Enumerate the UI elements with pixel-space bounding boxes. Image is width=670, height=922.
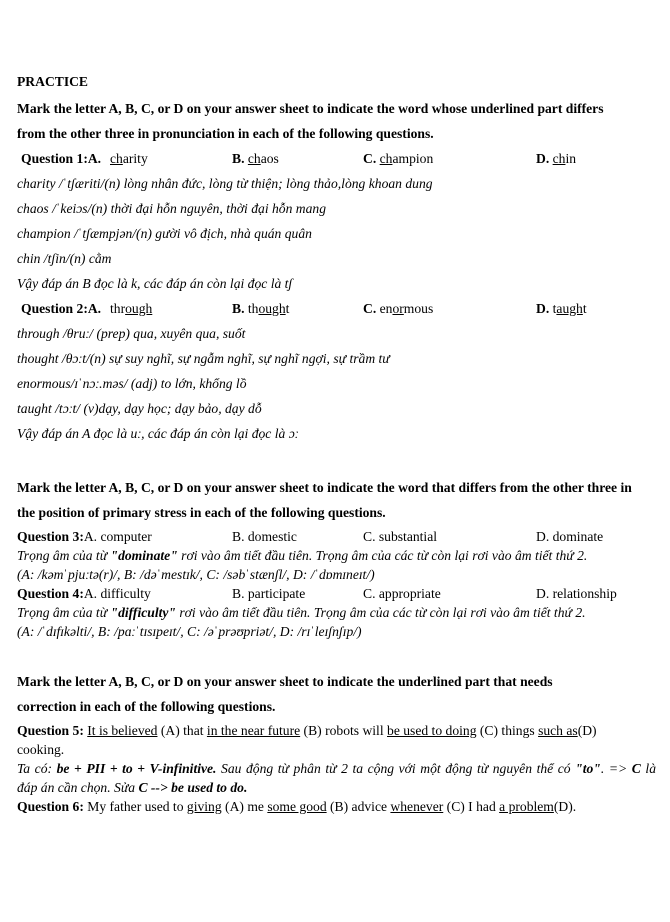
question-5: Question 5: It is believed (A) that in the near future (B) robots will be used to doing (C) things such as(D) [17,723,597,738]
q5-explanation-line2: đáp án cần chọn. Sửa C --> be used to do. [17,780,248,795]
q4-option-b: B. participate [232,586,306,601]
q1-option-b: B. chaos [232,151,279,166]
q1-note-chin: chin /tʃin/(n) cằm [17,251,112,266]
q2-label: Question 2: [21,301,88,316]
section1-instruction-line2: from the other three in pronunciation in each of the following questions. [17,126,434,141]
q5-part-c: be used to doing [387,723,477,738]
q1-option-c: C. champion [363,151,434,166]
q5-line2: cooking. [17,742,65,757]
q4-option-a: A. difficulty [83,586,151,601]
q2-option-d: D. taught [536,301,587,316]
q6-part-b: some good [267,799,327,814]
q4-option-d: D. relationship [536,586,617,601]
question-6: Question 6: My father used to giving (A) me some good (B) advice whenever (C) I had a problem(D). [17,799,577,814]
q2-note-enormous: enormous/ɪˈnɔː.məs/ (adj) to lớn, khổng lồ [17,376,247,391]
q4-explanation: Trọng âm của từ "difficulty" rơi vào âm tiết đầu tiên. Trọng âm của các từ còn lại rơi vào âm tiết thứ 2. [17,605,586,620]
q2-option-c: C. enormous [363,301,434,316]
q1-note-champion: champion /ˈtʃæmpjən/(n) gười vô địch, nhà quán quân [17,226,312,241]
section2-instruction-line2: the position of primary stress in each of the following questions. [17,505,386,520]
q5-part-a: It is believed [87,723,158,738]
q1-note-charity: charity /ˈtʃæriti/(n) lòng nhân đức, lòng từ thiện; lòng thảo,lòng khoan dung [17,176,433,191]
section3-instruction-line1: Mark the letter A, B, C, or D on your answer sheet to indicate the underlined part that needs [17,674,553,689]
q3-option-d: D. dominate [536,529,604,544]
q3-label: Question 3: [17,529,84,544]
q5-part-b: in the near future [206,723,301,738]
q2-answer-explanation: Vậy đáp án A đọc là uː, các đáp án còn lại đọc là ɔː [17,426,299,441]
section1-instruction-line1: Mark the letter A, B, C, or D on your answer sheet to indicate the word whose underlined part differs [17,101,604,116]
q2-option-b: B. thought [232,301,290,316]
q1-answer-explanation: Vậy đáp án B đọc là k, các đáp án còn lại đọc là tʃ [17,276,293,291]
q6-part-a: giving [186,799,222,814]
q2-note-thought: thought /θɔːt/(n) sự suy nghĩ, sự ngẫm nghĩ, sự nghĩ ngợi, sự trầm tư [17,351,390,366]
q4-label: Question 4: [17,586,84,601]
q1-option-d: D. chin [536,151,577,166]
q2-note-through: through /θruː/ (prep) qua, xuyên qua, suốt [17,326,246,341]
q4-ipa: (A: /ˈdɪfɪkəlti/, B: /pɑːˈtɪsɪpeɪt/, C: /əˈprəʊpriət/, D: /rɪˈleɪʃnʃɪp/) [17,624,362,639]
q3-option-b: B. domestic [232,529,297,544]
q5-explanation-line1: Ta có: be + PII + to + V-infinitive. Sau động từ phân từ 2 ta cộng với một động từ nguyên thể có "to". => C là [17,761,656,776]
q1-option-a: A. [87,151,102,166]
q6-part-c: whenever [390,799,444,814]
q3-ipa: (A: /kəmˈpjuːtə(r)/, B: /dəˈmestɪk/, C: /səbˈstænʃl/, D: /ˈdɒmɪneɪt/) [17,567,375,582]
q3-explanation: Trọng âm của từ "dominate" rơi vào âm tiết đầu tiên. Trọng âm của các từ còn lại rơi vào âm tiết thứ 2. [17,548,588,563]
q1-label: Question 1: [21,151,88,166]
document-page: PRACTICE Mark the letter A, B, C, or D on your answer sheet to indicate the word whose underlined part differs from the other three in pronunciation in each of the following questions. Question 1:A. charity B. chaos C. champion D. chin charity /ˈtʃæriti/(n) lòng nhân đức, lòng từ thiện; lòng thảo,lòng khoan dung chaos /ˈkeiɔs/(n) thời đại hỗn nguyên, thời đại hỗn mang champion /ˈtʃæmpjən/(n) gười vô địch, nhà quán quân chin /tʃin/(n) cằm Vậy đáp án B đọc là k, các đáp án còn lại đọc là tʃ Question 2:A. through B. thought C. enormous D. taught through /θruː/ (prep) qua, xuyên qua, suốt thought /θɔːt/(n) sự suy nghĩ, sự ngẫm nghĩ, sự nghĩ ngợi, sự trầm tư enormous/ɪˈnɔː.məs/ (adj) to lớn, khổng lồ taught /tɔːt/ (v)dạy, dạy học; dạy bảo, dạy dỗ Vậy đáp án A đọc là uː, các đáp án còn lại đọc là ɔː Mark the letter A, B, C, or D on your answer sheet to indicate the word that differs from the other three in the position of primary stress in each of the following questions. Question 3:A. computer B. domestic C. substantial D. dominate Trọng âm của từ "dominate" rơi vào âm tiết đầu tiên. Trọng âm của các từ còn lại rơi vào âm tiết thứ 2. (A: /kəmˈpjuːtə(r)/, B: /dəˈmestɪk/, C: /səbˈstænʃl/, D: /ˈdɒmɪneɪt/) Question 4:A. difficulty B. participate C. appropriate D. relationship Trọng âm của từ "difficulty" rơi vào âm tiết đầu tiên. Trọng âm của các từ còn lại rơi vào âm tiết thứ 2. (A: /ˈdɪfɪkəlti/, B: /pɑːˈtɪsɪpeɪt/, C: /əˈprəʊpriət/, D: /rɪˈleɪʃnʃɪp/) Mark the letter A, B, C, or D on your answer sheet to indicate the underlined part that needs correction in each of the following questions. Question 5: It is believed (A) that in the near future (B) robots will be used to doing (C) things such as(D) cooking. Ta có: be + PII + to + V-infinitive. Sau động từ phân từ 2 ta cộng với một động từ nguyên thể có "to". => C là đáp án cần chọn. Sửa C --> be used to do. Question 6: My father used to giving (A) me some good (B) advice whenever (C) I had a problem(D). [17,74,656,814]
q6-label: Question 6: [17,799,84,814]
page-heading: PRACTICE [17,74,88,89]
section3-instruction-line2: correction in each of the following questions. [17,699,276,714]
q2-option-a-word: through [110,301,153,316]
section2-instruction-line1: Mark the letter A, B, C, or D on your answer sheet to indicate the word that differs from the other three in [17,480,632,495]
q1-note-chaos: chaos /ˈkeiɔs/(n) thời đại hỗn nguyên, thời đại hỗn mang [17,201,326,216]
q3-option-a: A. computer [83,529,152,544]
q5-part-d: such as [538,723,578,738]
q3-option-c: C. substantial [363,529,438,544]
q2-note-taught: taught /tɔːt/ (v)dạy, dạy học; dạy bảo, dạy dỗ [17,401,262,416]
q1-option-a-word: charity [110,151,148,166]
q6-part-d: a problem [499,799,554,814]
q5-label: Question 5: [17,723,84,738]
q4-option-c: C. appropriate [363,586,441,601]
